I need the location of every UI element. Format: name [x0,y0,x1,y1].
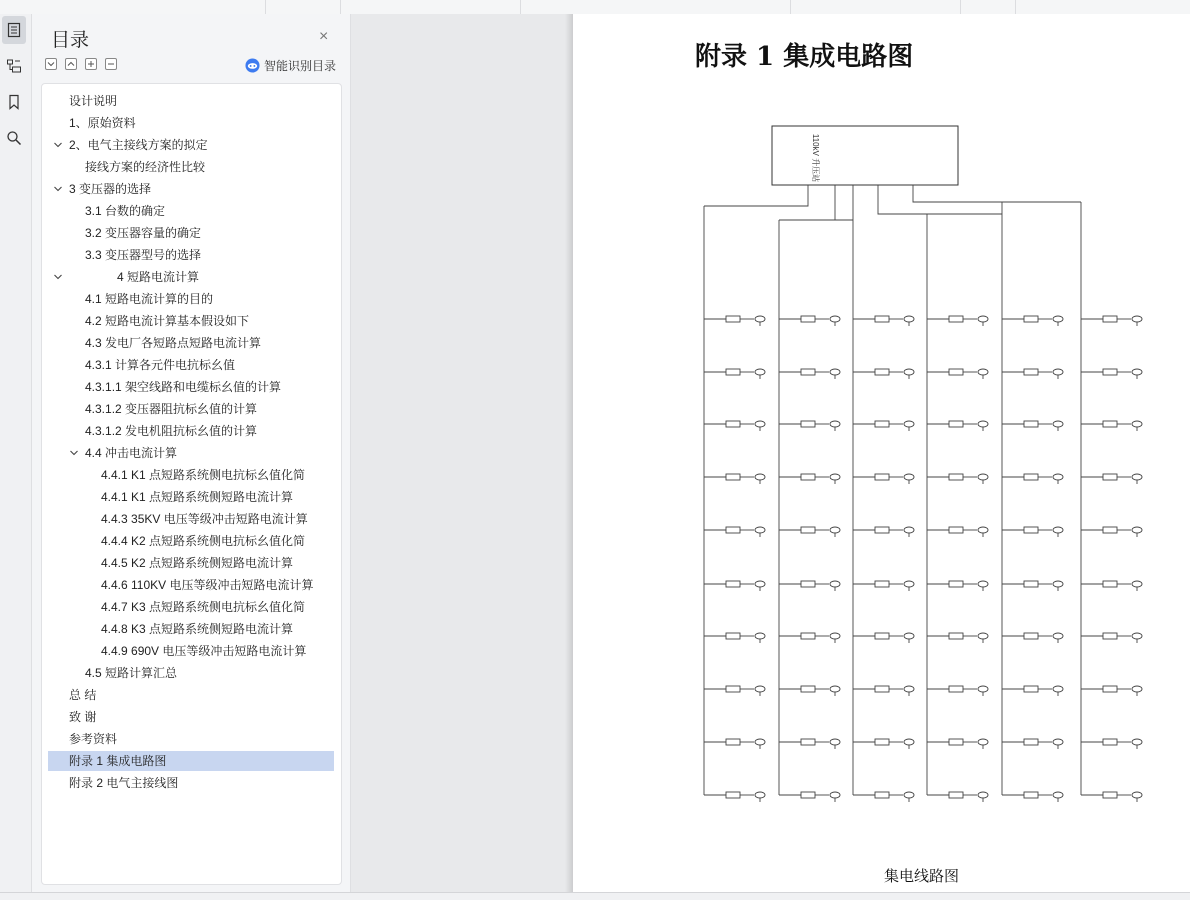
toc-list [41,83,342,885]
toc-item[interactable]: 4.4.9 690V 电压等级冲击短路电流计算 [101,644,307,658]
page-shadow [565,14,573,892]
transformer-box [1024,369,1038,375]
turbine-symbol [978,581,988,587]
turbine-symbol [904,581,914,587]
search-icon [6,130,22,146]
transformer-box [949,369,963,375]
turbine-symbol [978,527,988,533]
transformer-box [875,739,889,745]
toc-item[interactable]: 接线方案的经济性比较 [85,160,206,174]
turbine-symbol [1053,316,1063,322]
turbine-symbol [1053,527,1063,533]
turbine-symbol [755,633,765,639]
toc-item[interactable]: 3.1 台数的确定 [85,204,166,218]
transformer-box [875,527,889,533]
toc-item[interactable]: 4.4.8 K3 点短路系统侧短路电流计算 [101,622,294,636]
toc-item[interactable]: 3.3 变压器型号的选择 [85,248,202,262]
transformer-box [1103,527,1117,533]
transformer-box [875,421,889,427]
turbine-symbol [755,316,765,322]
toc-item[interactable]: 4.4.7 K3 点短路系统侧电抗标幺值化简 [101,600,306,614]
transformer-box [801,686,815,692]
toc-item[interactable]: 总 结 [69,688,97,702]
turbine-symbol [1132,421,1142,427]
chevron-up-icon [67,60,75,68]
collapse-all-button[interactable] [65,58,77,70]
left-icon-rail [0,14,32,892]
structure-panel-button[interactable] [2,52,26,80]
turbine-symbol [978,792,988,798]
toolbar-segment [0,0,266,14]
turbine-symbol [904,316,914,322]
turbine-symbol [978,369,988,375]
turbine-symbol [1053,421,1063,427]
transformer-box [1103,421,1117,427]
turbine-symbol [755,581,765,587]
turbine-symbol [904,369,914,375]
toc-item[interactable]: 4.4.3 35KV 电压等级冲击短路电流计算 [101,512,308,526]
transformer-box [801,316,815,322]
collector-line-diagram [573,114,1190,834]
transformer-box [1024,792,1038,798]
transformer-box [801,633,815,639]
turbine-symbol [978,686,988,692]
search-panel-button[interactable] [2,124,26,152]
transformer-box [1103,316,1117,322]
turbine-symbol [1132,633,1142,639]
toc-panel-button[interactable] [2,16,26,44]
turbine-symbol [755,369,765,375]
page-title: 附录 1 集成电路图 [695,42,914,72]
turbine-symbol [830,581,840,587]
transformer-box [1024,421,1038,427]
outline-icon [6,22,22,38]
toolbar-segment [790,0,961,14]
figure-caption: 集电线路图 [884,868,960,885]
expand-all-button[interactable] [45,58,57,70]
turbine-symbol [1132,316,1142,322]
transformer-box [1024,316,1038,322]
top-toolbar-strip [0,0,1190,15]
turbine-symbol [830,792,840,798]
transformer-box [949,421,963,427]
feeder-lines [704,185,1142,802]
turbine-symbol [1132,474,1142,480]
feeder-connector [779,185,835,220]
transformer-box [726,686,740,692]
toc-item[interactable]: 4 短路电流计算 [117,270,200,284]
turbine-symbol [830,369,840,375]
toc-item-selected[interactable]: 附录 1 集成电路图 [48,751,334,771]
turbine-symbol [755,527,765,533]
transformer-box [1103,581,1117,587]
transformer-box [726,421,740,427]
toc-item[interactable]: 4.3.1.2 发电机阻抗标幺值的计算 [85,424,258,438]
remove-heading-button[interactable] [105,58,117,70]
smart-toc-label: 智能识别目录 [264,59,337,73]
transformer-box [726,369,740,375]
transformer-box [949,581,963,587]
transformer-box [949,739,963,745]
toc-item[interactable]: 4.3.1 计算各元件电抗标幺值 [85,358,236,372]
transformer-box [1103,792,1117,798]
toc-item[interactable]: 1、原始资料 [69,116,136,130]
transformer-box [726,633,740,639]
transformer-box [1024,739,1038,745]
toc-item[interactable]: 4.3.1.2 变压器阻抗标幺值的计算 [85,402,258,416]
add-heading-button[interactable] [85,58,97,70]
turbine-symbol [978,421,988,427]
turbine-symbol [1132,686,1142,692]
turbine-symbol [1053,369,1063,375]
close-icon[interactable]: × [319,28,329,45]
substation-label: 110kV 升压站 [811,133,820,183]
turbine-symbol [1053,739,1063,745]
toc-item[interactable]: 4.4.4 K2 点短路系统侧电抗标幺值化简 [101,534,306,548]
turbine-symbol [904,686,914,692]
transformer-box [949,792,963,798]
turbine-symbol [1053,792,1063,798]
feeder-connector [704,185,808,206]
toc-item[interactable]: 4.4 冲击电流计算 [85,446,178,460]
transformer-box [875,581,889,587]
turbine-symbol [1053,686,1063,692]
toc-item[interactable]: 4.4.1 K1 点短路系统侧短路电流计算 [101,490,294,504]
transformer-box [1024,686,1038,692]
transformer-box [801,369,815,375]
turbine-symbol [978,739,988,745]
turbine-symbol [830,633,840,639]
transformer-box [1024,527,1038,533]
turbine-symbol [830,316,840,322]
bookmark-panel-button[interactable] [2,88,26,116]
transformer-box [875,686,889,692]
turbine-symbol [1132,581,1142,587]
transformer-box [875,633,889,639]
toc-title: 目录 [51,30,90,51]
toc-item[interactable]: 4.4.5 K2 点短路系统侧短路电流计算 [101,556,294,570]
toc-item[interactable]: 附录 2 电气主接线图 [69,776,179,790]
turbine-symbol [904,421,914,427]
toc-item[interactable]: 4.3 发电厂各短路点短路电流计算 [85,336,262,350]
transformer-box [1103,739,1117,745]
transformer-box [726,739,740,745]
toolbar-segment [960,0,1016,14]
transformer-box [949,527,963,533]
ai-smart-icon [245,58,260,73]
toc-item[interactable]: 4.5 短路计算汇总 [85,666,178,680]
transformer-box [1103,474,1117,480]
toc-item[interactable]: 4.4.1 K1 点短路系统侧电抗标幺值化简 [101,468,306,482]
toc-item[interactable]: 4.2 短路电流计算基本假设如下 [85,314,250,328]
workspace-background [351,14,573,892]
transformer-box [801,474,815,480]
turbine-symbol [830,739,840,745]
transformer-box [801,739,815,745]
smart-toc-button[interactable] [245,57,336,74]
plus-icon [87,60,95,68]
turbine-symbol [978,316,988,322]
turbine-symbol [755,686,765,692]
turbine-symbol [1132,369,1142,375]
transformer-box [875,316,889,322]
turbine-symbol [1053,474,1063,480]
turbine-symbol [755,421,765,427]
toc-item[interactable]: 3 变压器的选择 [69,182,152,196]
turbine-symbol [1132,739,1142,745]
transformer-box [801,792,815,798]
turbine-symbol [755,474,765,480]
bookmark-icon [6,94,22,110]
transformer-box [801,527,815,533]
turbine-symbol [755,739,765,745]
document-page[interactable] [573,14,1190,892]
transformer-box [726,527,740,533]
toc-item[interactable]: 4.3.1.1 架空线路和电缆标幺值的计算 [85,380,282,394]
transformer-box [875,792,889,798]
chevron-down-icon [47,60,55,68]
toc-tools [45,58,117,70]
transformer-box [801,421,815,427]
transformer-box [875,369,889,375]
transformer-box [875,474,889,480]
toc-item[interactable]: 致 谢 [69,710,97,724]
toc-item[interactable]: 设计说明 [69,94,118,108]
turbine-symbol [1132,792,1142,798]
toolbar-segment [520,0,791,14]
transformer-box [726,474,740,480]
feeder-connector [913,185,1081,202]
turbine-symbol [978,633,988,639]
turbine-symbol [904,527,914,533]
transformer-box [801,581,815,587]
transformer-box [949,633,963,639]
toc-panel [32,14,351,892]
toc-item[interactable]: 4.1 短路电流计算的目的 [85,292,214,306]
minus-icon [107,60,115,68]
transformer-box [1024,474,1038,480]
turbine-symbol [904,633,914,639]
tree-icon [6,58,22,74]
transformer-box [726,316,740,322]
toolbar-segment [265,0,341,14]
substation-box [772,126,958,185]
turbine-symbol [904,792,914,798]
turbine-symbol [830,686,840,692]
turbine-symbol [830,527,840,533]
transformer-box [726,581,740,587]
transformer-box [1024,581,1038,587]
transformer-box [1103,369,1117,375]
toc-item[interactable]: 参考资料 [69,732,118,746]
transformer-box [726,792,740,798]
feeder-connector [878,185,927,214]
toolbar-segment [340,0,521,14]
turbine-symbol [904,474,914,480]
toc-item[interactable]: 3.2 变压器容量的确定 [85,226,202,240]
turbine-symbol [1053,633,1063,639]
turbine-symbol [1132,527,1142,533]
turbine-symbol [1053,581,1063,587]
transformer-box [1103,686,1117,692]
transformer-box [949,686,963,692]
turbine-symbol [830,421,840,427]
toc-item[interactable]: 2、电气主接线方案的拟定 [69,138,208,152]
turbine-symbol [755,792,765,798]
transformer-box [1103,633,1117,639]
transformer-box [1024,633,1038,639]
toc-item[interactable]: 4.4.6 110KV 电压等级冲击短路电流计算 [101,578,314,592]
turbine-symbol [978,474,988,480]
transformer-box [949,474,963,480]
transformer-box [949,316,963,322]
turbine-symbol [904,739,914,745]
turbine-symbol [830,474,840,480]
